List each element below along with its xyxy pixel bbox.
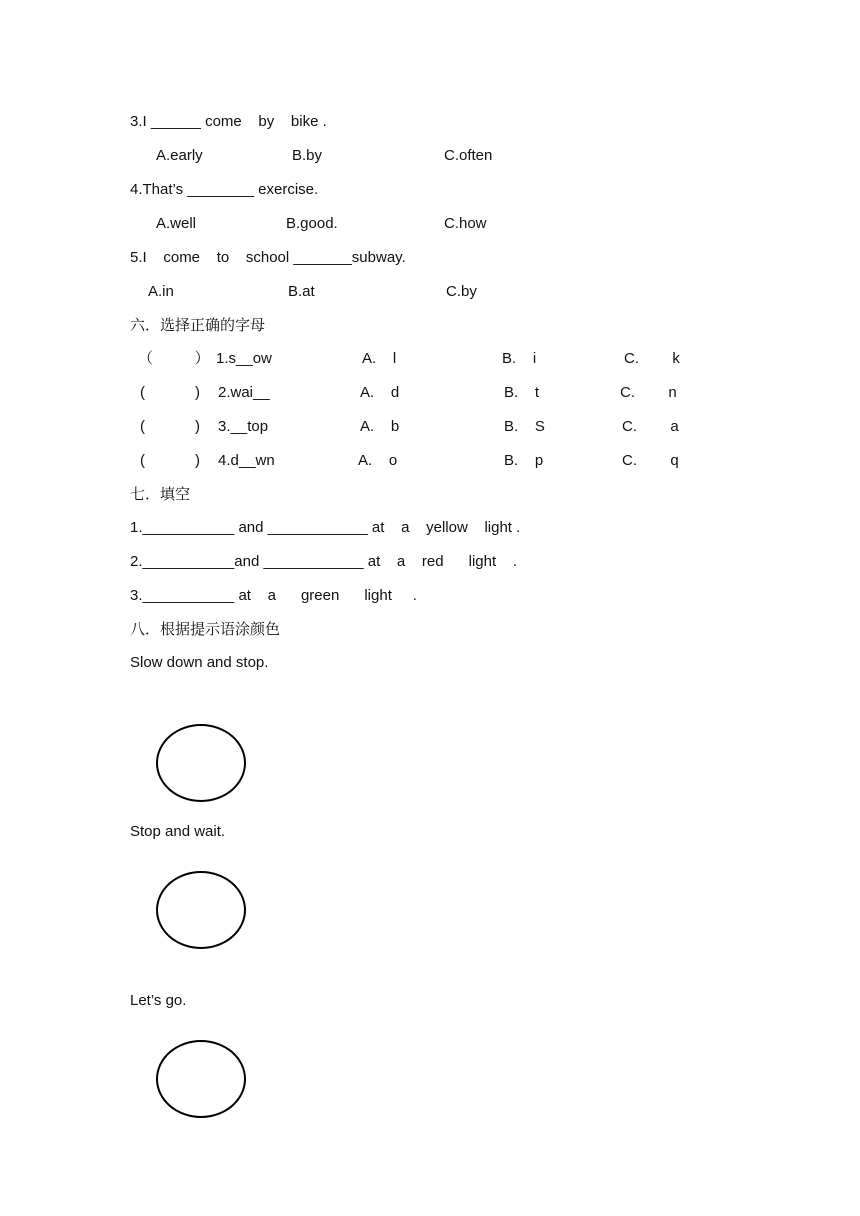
question-3-option-c: C.often [444, 147, 493, 164]
question-5-option-a: A.in [148, 283, 174, 300]
question-5-option-b: B.at [288, 283, 315, 300]
question-3-option-b: B.by [292, 147, 323, 164]
question-4-option-a: A.well [156, 215, 197, 232]
prompt-slow-down: Slow down and stop. [130, 654, 269, 671]
item-3-option-a: A. b [360, 418, 400, 435]
prompt-stop-wait: Stop and wait. [130, 823, 226, 840]
item-1-word: 1.s__ow [216, 350, 272, 367]
item-1-option-c: C. k [624, 350, 680, 367]
question-4-option-c: C.how [444, 215, 487, 232]
question-4-stem: 4.That’s ________ exercise. [130, 181, 319, 198]
item-3-paren: ( ) [140, 418, 200, 435]
item-1-option-b: B. i [502, 350, 537, 367]
item-2-option-b: B. t [504, 384, 540, 401]
fill-line-3: 3.___________ at a green light . [130, 587, 417, 604]
question-5-stem: 5.I come to school _______subway. [130, 249, 406, 266]
question-3-option-a: A.early [156, 147, 203, 164]
color-circle-1[interactable] [156, 724, 246, 802]
item-2-paren: ( ) [140, 384, 200, 401]
color-circle-3[interactable] [156, 1040, 246, 1118]
fill-line-2: 2.___________and ____________ at a red light . [130, 553, 517, 570]
item-2-option-c: C. n [620, 384, 677, 401]
item-4-paren: ( ) [140, 452, 200, 469]
section-7-title: 七．填空 [130, 485, 191, 503]
item-4-option-b: B. p [504, 452, 544, 469]
question-4-option-b: B.good. [286, 215, 338, 232]
item-4-option-c: C. q [622, 452, 679, 469]
item-2-option-a: A. d [360, 384, 400, 401]
prompt-lets-go: Let’s go. [130, 992, 187, 1009]
item-4-option-a: A. o [358, 452, 398, 469]
item-1-paren: （ ） [138, 350, 210, 367]
color-circle-2[interactable] [156, 871, 246, 949]
fill-line-1: 1.___________ and ____________ at a yellow light . [130, 519, 521, 536]
item-3-word: 3.__top [218, 418, 269, 435]
question-3-stem: 3.I ______ come by bike . [130, 113, 327, 130]
item-3-option-b: B. S [504, 418, 545, 435]
item-1-option-a: A. l [362, 350, 397, 367]
item-2-word: 2.wai__ [218, 384, 270, 401]
item-4-word: 4.d__wn [218, 452, 275, 469]
question-5-option-c: C.by [446, 283, 477, 300]
section-6-title: 六．选择正确的字母 [130, 316, 266, 334]
section-8-title: 八．根据提示语涂颜色 [130, 620, 281, 638]
item-3-option-c: C. a [622, 418, 679, 435]
